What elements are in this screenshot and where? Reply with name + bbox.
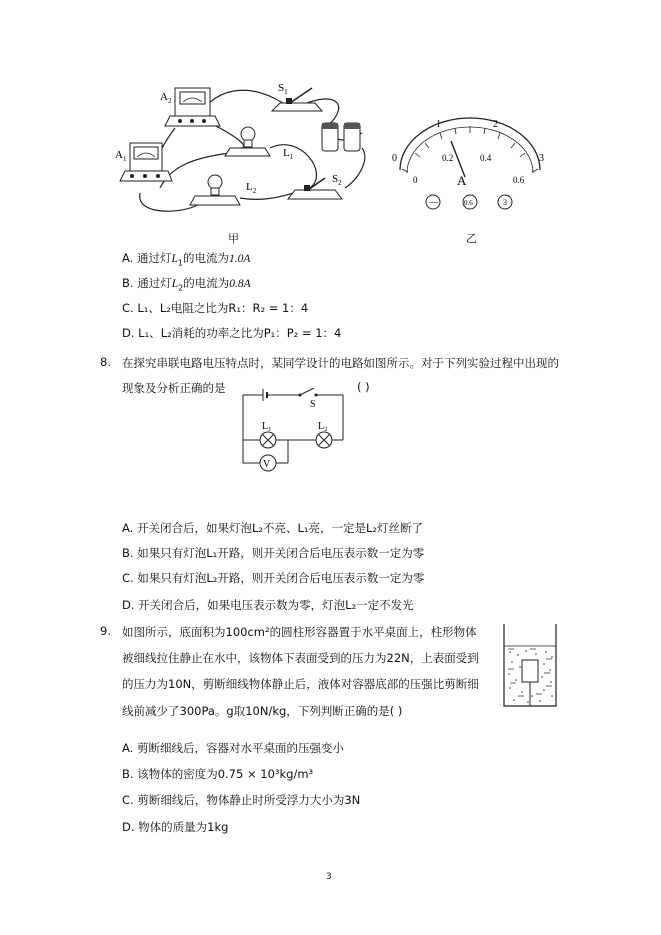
svg-text:V: V xyxy=(263,459,271,470)
q9-stem-line4: 线前减少了300Pa。g取10N/kg，下列判断正确的是( ) xyxy=(122,704,403,718)
circuit-figure-jia xyxy=(100,78,400,238)
q8-number: 8. xyxy=(100,355,111,369)
svg-text:L2: $L_2$ xyxy=(246,181,257,195)
svg-text:S: S xyxy=(310,399,316,410)
lamp-l1-symbol xyxy=(260,432,276,448)
q9-option-a: A. 剪断细线后，容器对水平桌面的压强变小 xyxy=(122,741,344,755)
q8-stem-line2: 现象及分析正确的是 xyxy=(122,381,226,395)
q8-option-d: D. 开关闭合后，如果电压表示数为零，灯泡L₂一定不发光 xyxy=(122,598,414,612)
q7-option-a: A. 通过灯$L_1$的电流为1.0A xyxy=(122,251,251,268)
svg-text:L₁: L₁ xyxy=(262,421,272,432)
q8-option-c: C. 如果只有灯泡L₂开路，则开关闭合后电压表示数一定为零 xyxy=(122,571,425,585)
lamp-l2-symbol xyxy=(316,432,332,448)
svg-text:0.4: 0.4 xyxy=(480,153,492,163)
q7-option-b: B. 通过灯$L_2$的电流为0.8A xyxy=(122,276,251,293)
svg-text:0.6: 0.6 xyxy=(513,175,525,185)
q8-answer-paren: ( ) xyxy=(357,380,370,394)
svg-text:0: 0 xyxy=(413,175,418,185)
bulb-l1-icon xyxy=(225,127,270,156)
svg-text:1: 1 xyxy=(436,119,441,130)
svg-text:S2: $S_2$ xyxy=(332,173,342,187)
q9-option-b: B. 该物体的密度为0.75 × 10³kg/m³ xyxy=(122,767,314,781)
svg-text:S1: $S_1$ xyxy=(278,82,288,96)
ammeter-a1-icon xyxy=(120,143,172,181)
svg-text:A2: $A_2$ xyxy=(160,91,172,105)
container-object-diagram xyxy=(500,622,560,708)
series-circuit-diagram xyxy=(238,385,350,475)
svg-text:A: A xyxy=(457,173,467,188)
q9-option-c: C. 剪断细线后，物体静止时所受浮力大小为3N xyxy=(122,793,361,807)
voltmeter-symbol xyxy=(260,455,276,471)
q8-option-a: A. 开关闭合后，如果灯泡L₂不亮、L₁亮，一定是L₂灯丝断了 xyxy=(122,521,424,535)
figure-caption-yi: 乙 xyxy=(466,232,477,245)
svg-text:0.2: 0.2 xyxy=(442,153,454,163)
battery-icon xyxy=(322,123,360,151)
q7-option-d: D. L₁、L₂消耗的功率之比为P₁：P₂ = 1：4 xyxy=(122,326,342,340)
svg-text:0: 0 xyxy=(392,153,397,164)
q9-stem-line1: 如图所示，底面积为100cm²的圆柱形容器置于水平桌面上，柱形物体 xyxy=(122,625,477,639)
ammeter-a2-icon xyxy=(165,88,220,126)
page-number: 3 xyxy=(326,872,332,882)
q8-option-b: B. 如果只有灯泡L₁开路，则开关闭合后电压表示数一定为零 xyxy=(122,546,425,560)
svg-text:L1: $L_1$ xyxy=(283,147,294,161)
ammeter-dial-yi xyxy=(385,115,555,215)
q9-option-d: D. 物体的质量为1kg xyxy=(122,820,229,834)
q8-stem-line1: 在探究串联电路电压特点时，某同学设计的电路如图所示。对于下列实验过程中出现的 xyxy=(122,356,559,370)
bulb-l2-icon xyxy=(190,175,240,205)
svg-text:A1: $A_1$ xyxy=(115,149,127,163)
figure-caption-jia: 甲 xyxy=(228,232,239,245)
q9-number: 9. xyxy=(100,624,111,638)
q9-stem-line2: 被细线拉住静止在水中，该物体下表面受到的压力为22N，上表面受到 xyxy=(122,651,479,665)
svg-text:3: 3 xyxy=(503,198,507,207)
svg-text:3: 3 xyxy=(539,153,544,164)
svg-text:L₂: L₂ xyxy=(318,421,328,432)
svg-text:2: 2 xyxy=(493,119,498,130)
q9-stem-line3: 的压力为10N，剪断细线物体静止后，液体对容器底部的压强比剪断细 xyxy=(122,677,479,691)
svg-text:0.6: 0.6 xyxy=(464,199,473,207)
svg-text:—: — xyxy=(429,197,438,207)
q7-option-c: C. L₁、L₂电阻之比为R₁：R₂ = 1：4 xyxy=(122,301,309,315)
